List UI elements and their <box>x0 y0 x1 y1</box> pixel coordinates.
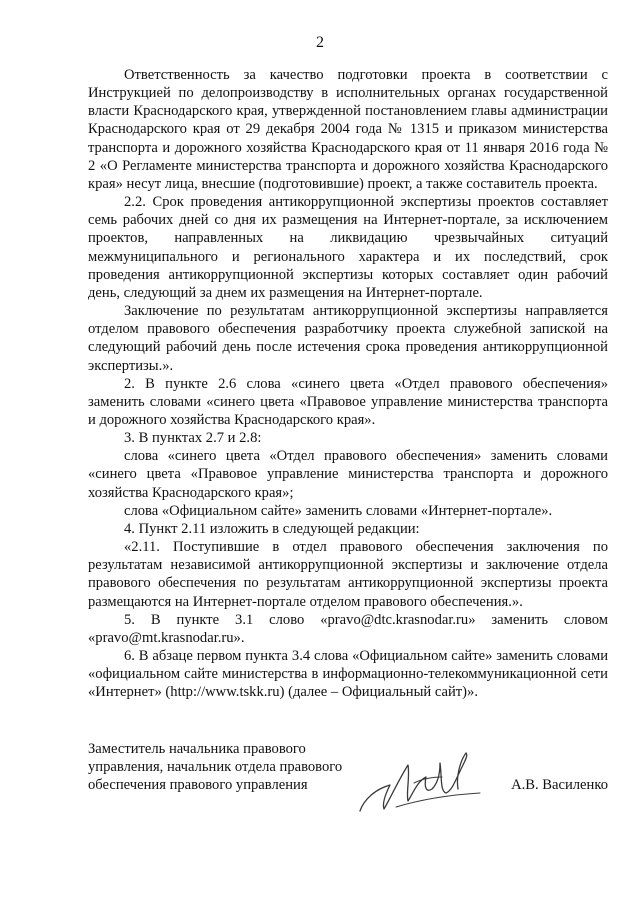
paragraph-item-2: 2. В пункте 2.6 слова «синего цвета «Отдел правового обеспечения» заменить словами «синего цвета «Правовое управление министерства транспорта и дорожного хозяйства Краснодарского края». <box>88 375 608 428</box>
signatory-title-line: обеспечения правового управления <box>88 777 308 793</box>
document-body <box>88 66 608 701</box>
paragraph-item-3-words-1: слова «синего цвета «Отдел правового обеспечения» заменить словами «синего цвета «Правовое управление министерства транспорта и дорожного хозяйства Краснодарского края»; <box>88 448 608 501</box>
handwritten-signature <box>356 737 486 817</box>
paragraph-2-2: 2.2. Срок проведения антикоррупционной экспертизы проектов составляет семь рабочих дней со дня их размещения на Интернет-портале, за исключением проектов, направленных на ликвидацию чрезвычайных ситуаций межмуниципального и регионального характера и их последствий, срок проведения антикоррупционной экспертизы которых составляет один рабочий день, следующий за днем их размещения на Интернет-портале. <box>88 194 608 301</box>
signatory-title-line: Заместитель начальника правового <box>88 741 306 757</box>
paragraph-item-3: 3. В пунктах 2.7 и 2.8: <box>124 430 262 447</box>
paragraph-2-11: «2.11. Поступившие в отдел правового обеспечения заключения по результатам независимой антикоррупционной экспертизы и заключение отдела правового обеспечения по результатам антикоррупционной экспертизы проекта размещаются на Интернет-портале отделом правового обеспечения.». <box>88 539 608 610</box>
paragraph-item-5: 5. В пункте 3.1 слово «pravo@dtc.krasnodar.ru» заменить словом «pravo@mt.krasnodar.ru». <box>88 611 608 646</box>
paragraph-responsibility: Ответственность за качество подготовки проекта в соответствии с Инструкцией по делопроизводству в исполнительных органах государственной власти Краснодарского края, утвержденной постановлением главы администрации Краснодарского края от 29 декабря 2004 года № 1315 и приказом министерства транспорта и дорожного хозяйства Краснодарского края от 11 января 2016 года № 2 «О Регламенте министерства транспорта и дорожного хозяйства Краснодарского края» несут лица, внесшие (подготовившие) проект, а также составитель проекта. <box>88 67 608 192</box>
signatory-title-line: управления, начальник отдела правового <box>88 759 343 775</box>
paragraph-item-3-words-2: слова «Официальном сайте» заменить словами «Интернет-портале». <box>124 502 553 519</box>
page-number: 2 <box>316 34 324 51</box>
paragraph-item-4: 4. Пункт 2.11 изложить в следующей редакции: <box>124 520 420 537</box>
signature-block <box>88 740 608 820</box>
paragraph-item-6: 6. В абзаце первом пункта 3.4 слова «Официальном сайте» заменить словами «официальном сайте министерства в информационно-телекоммуникационной сети «Интернет» (http://www.tskk.ru) (далее – Официальный сайт)». <box>88 648 608 701</box>
signatory-name: А.В. Василенко <box>511 777 608 793</box>
signatory-title <box>88 740 388 794</box>
paragraph-conclusion: Заключение по результатам антикоррупционной экспертизы направляется отделом правового обеспечения разработчику проекта служебной запиской на следующий рабочий день после истечения срока проведения антикоррупционной экспертизы.». <box>88 303 608 374</box>
